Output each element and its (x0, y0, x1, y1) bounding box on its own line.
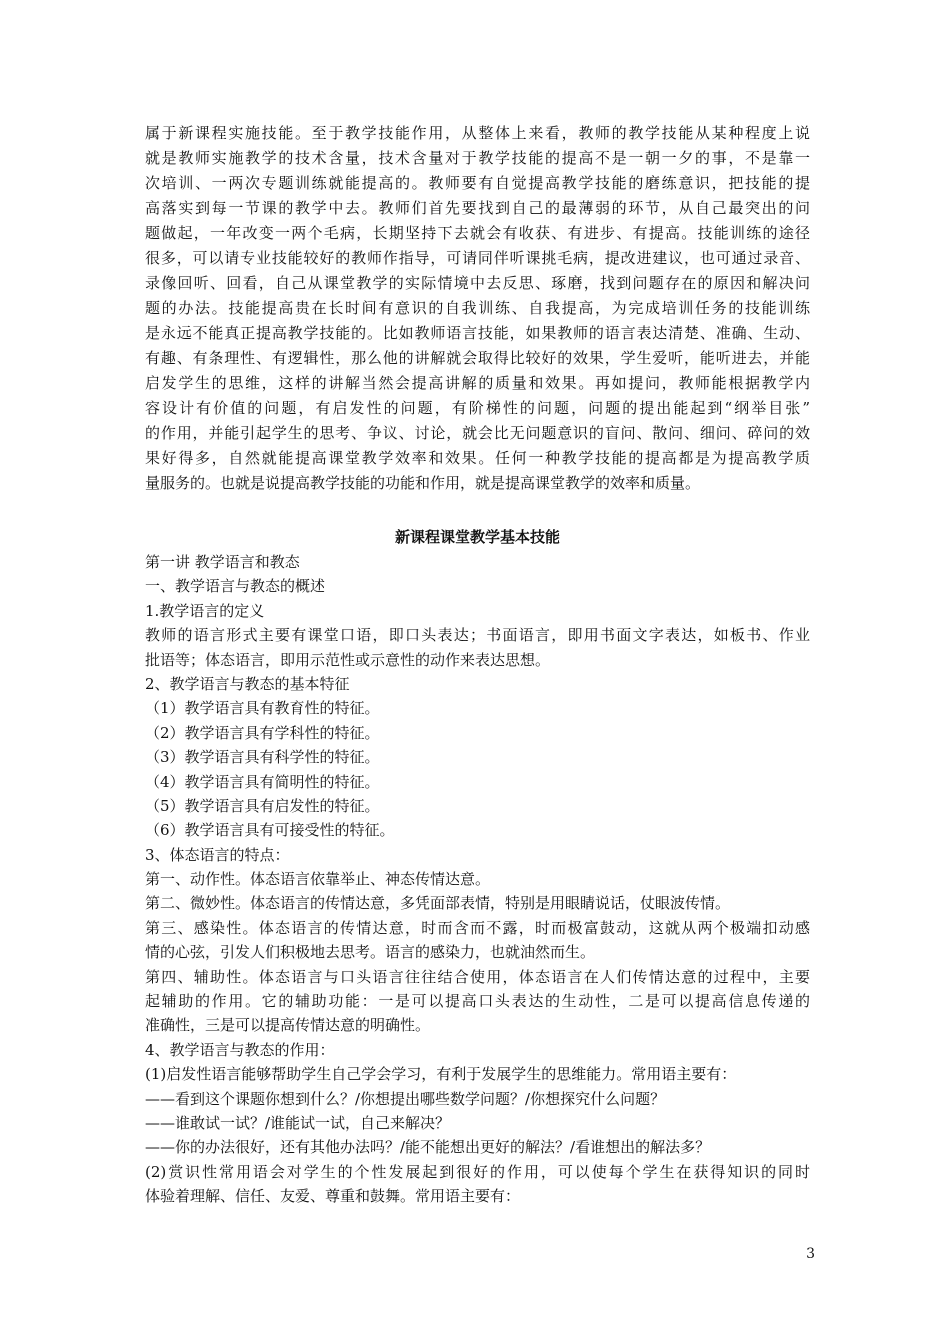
list-item: （5）教学语言具有启发性的特征。 (145, 796, 380, 815)
paragraph-line: 起辅助的作用。它的辅助功能：一是可以提高口头表达的生动性，二是可以提高信息传递的 (145, 992, 810, 1011)
example-phrase: ——你的办法很好，还有其他办法吗？/能不能想出更好的解法？/看谁想出的解法多？ (145, 1138, 711, 1157)
paragraph-line: 次培训、一两次专题训练就能提高的。教师要有自觉提高教学技能的磨练意识，把技能的提 (145, 174, 810, 192)
section-heading: 一、教学语言与教态的概述 (145, 577, 326, 596)
paragraph-line: 就是教师实施教学的技术含量，技术含量对于教学技能的提高不是一朝一夕的事，不是靠一 (145, 149, 810, 167)
list-item: （1）教学语言具有教育性的特征。 (145, 699, 380, 718)
paragraph-line: 第一、动作性。体态语言依靠举止、神态传情达意。 (145, 870, 491, 889)
paragraph-line: 容设计有价值的问题，有启发性的问题，有阶梯性的问题，问题的提出能起到“纲举目张” (145, 399, 810, 417)
list-item: （2）教学语言具有学科性的特征。 (145, 723, 380, 742)
paragraph-line: 果好得多，自然就能提高课堂教学效率和效果。任何一种教学技能的提高都是为提高教学质 (145, 449, 810, 467)
paragraph-line: 准确性，三是可以提高传情达意的明确性。 (145, 1016, 431, 1035)
paragraph-line: 很多，可以请专业技能较好的教师作指导，可请同伴听课挑毛病，提改进建议，也可通过录音、 (145, 249, 810, 267)
paragraph-line: 情的心弦，引发人们积极地去思考。语言的感染力，也就油然而生。 (145, 943, 596, 962)
paragraph-line: 体验着理解、信任、友爱、尊重和鼓舞。常用语主要有： (145, 1187, 521, 1206)
paragraph-line: 第四、辅助性。体态语言与口头语言往往结合使用，体态语言在人们传情达意的过程中，主要 (145, 967, 810, 986)
paragraph-line: (1)启发性语言能够帮助学生自己学会学习，有利于发展学生的思维能力。常用语主要有： (145, 1065, 737, 1084)
paragraph-line: 第二、微妙性。体态语言的传情达意，多凭面部表情，特别是用眼睛说话，仗眼波传情。 (145, 894, 731, 913)
paragraph-line: 属于新课程实施技能。至于教学技能作用，从整体上来看，教师的教学技能从某种程度上说 (145, 124, 810, 142)
intro-paragraph (145, 121, 810, 496)
list-item: （6）教学语言具有可接受性的特征。 (145, 821, 395, 840)
lecture-heading: 第一讲 教学语言和教态 (145, 553, 300, 571)
paragraph-line: 的作用，并能引起学生的思考、争议、讨论，就会比无问题意识的盲问、散问、细问、碎问的效 (145, 424, 810, 442)
paragraph-line: 第三、感染性。体态语言的传情达意，时而含而不露，时而极富鼓动，这就从两个极端扣动感 (145, 918, 810, 937)
subsection-heading: 3、体态语言的特点： (145, 845, 290, 864)
example-phrase: ——看到这个课题你想到什么？/你想提出哪些数学问题？/你想探究什么问题？ (145, 1089, 666, 1108)
lecture-body (145, 550, 810, 1209)
subsection-heading: 2、教学语言与教态的基本特征 (145, 674, 350, 693)
paragraph-line: 高落实到每一节课的教学中去。教师们首先要找到自己的最薄弱的环节，从自己最突出的问 (145, 199, 810, 217)
paragraph-line: 量服务的。也就是说提高教学技能的功能和作用，就是提高课堂教学的效率和质量。 (145, 474, 701, 492)
paragraph-line: 题的办法。技能提高贵在长时间有意识的自我训练、自我提高，为完成培训任务的技能训练 (145, 299, 810, 317)
paragraph-line: 教师的语言形式主要有课堂口语，即口头表达；书面语言，即用书面文字表达，如板书、作业 (145, 626, 810, 645)
paragraph-line: (2)赏识性常用语会对学生的个性发展起到很好的作用，可以使每个学生在获得知识的同时 (145, 1162, 810, 1181)
section-title: 新课程课堂教学基本技能 (394, 528, 560, 546)
paragraph-line: 录像回听、回看，自己从课堂教学的实际情境中去反思、琢磨，找到问题存在的原因和解决问 (145, 274, 810, 292)
subsection-heading: 1.教学语言的定义 (145, 601, 265, 620)
example-phrase: ——谁敢试一试？/谁能试一试，自己来解决？ (145, 1113, 451, 1132)
paragraph-line: 有趣、有条理性、有逻辑性，那么他的讲解就会取得比较好的效果，学生爱听，能听进去，并能 (145, 349, 810, 367)
paragraph-line: 题做起，一年改变一两个毛病，长期坚持下去就会有收获、有进步、有提高。技能训练的途径 (145, 224, 810, 242)
paragraph-line: 启发学生的思维，这样的讲解当然会提高讲解的质量和效果。再如提问，教师能根据教学内 (145, 374, 810, 392)
list-item: （4）教学语言具有简明性的特征。 (145, 772, 380, 791)
paragraph-line: 是永远不能真正提高教学技能的。比如教师语言技能，如果教师的语言表达清楚、准确、生动、 (145, 324, 810, 342)
paragraph-line: 批语等；体态语言，即用示范性或示意性的动作来表达思想。 (145, 650, 551, 669)
list-item: （3）教学语言具有科学性的特征。 (145, 748, 380, 767)
page-number: 3 (806, 1246, 815, 1262)
subsection-heading: 4、教学语言与教态的作用： (145, 1040, 335, 1059)
